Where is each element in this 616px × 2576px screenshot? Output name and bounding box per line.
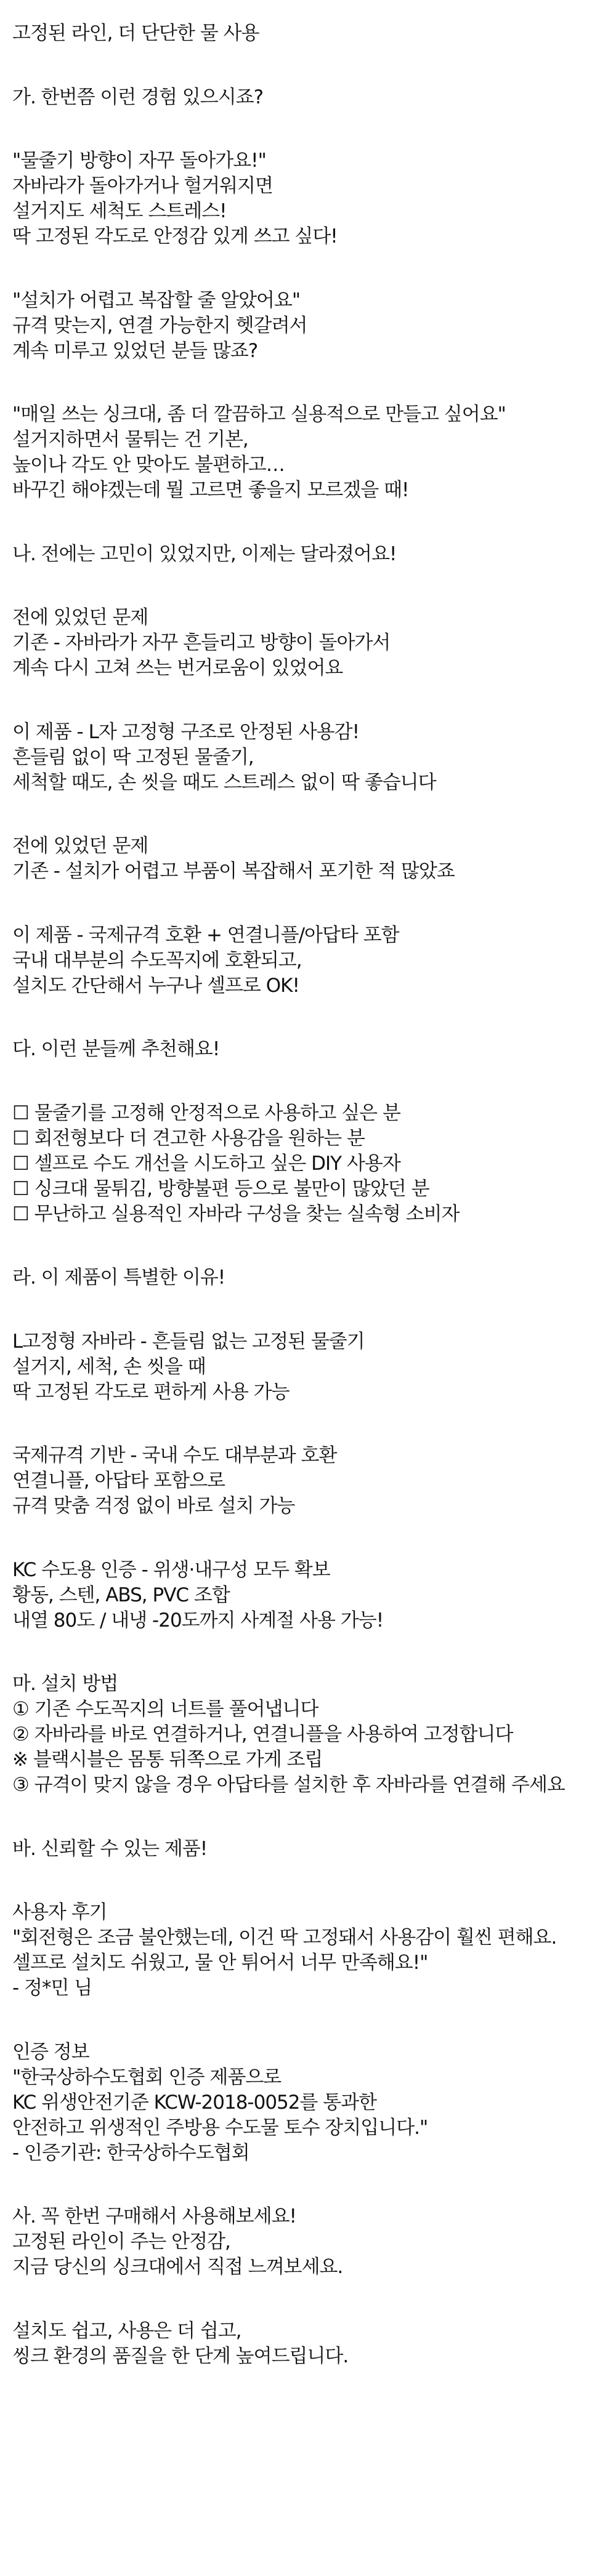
text-line: - 정*민 님: [12, 1977, 92, 1999]
feature-l-type-block: [12, 1329, 604, 1405]
text-line: 설치도 쉽고, 사용은 더 쉽고,: [12, 2319, 241, 2342]
text-line: KC 수도용 인증 - 위생·내구성 모두 확보: [12, 1558, 330, 1581]
text-line: 높이나 각도 안 맞아도 불편하고…: [12, 454, 285, 476]
text-line: ☐ 물줄기를 고정해 안정적으로 사용하고 싶은 분: [12, 1101, 400, 1124]
text-line: 딱 고정된 각도로 안정감 있게 쓰고 싶다!: [12, 225, 338, 248]
certification-block: [12, 2040, 604, 2166]
text-line: ☐ 회전형보다 더 견고한 사용감을 원하는 분: [12, 1127, 365, 1149]
section-na-heading: [12, 542, 604, 567]
text-line: ② 자바라를 바로 연결하거나, 연결니플을 사용하여 고정합니다: [12, 1723, 513, 1745]
text-line: ☐ 무난하고 실용적인 자바라 구성을 찾는 실속형 소비자: [12, 1202, 460, 1225]
text-line: ☐ 싱크대 물튀김, 방향불편 등으로 불만이 많았던 분: [12, 1177, 429, 1200]
text-line: 기존 - 자바라가 자꾸 흔들리고 방향이 돌아가서: [12, 632, 391, 654]
solution-1-block: [12, 720, 604, 795]
text-line: 내열 80도 / 내냉 -20도까지 사계절 사용 가능!: [12, 1609, 384, 1632]
text-line: "물줄기 방향이 자꾸 돌아가요!": [12, 150, 266, 172]
text-line: 고정된 라인이 주는 안정감,: [12, 2231, 230, 2253]
text-line: 이 제품 - 국제규격 호환 + 연결니플/아답타 포함: [12, 924, 399, 946]
experience-install-block: [12, 288, 604, 364]
text-line: 설치도 간단해서 누구나 셀프로 OK!: [12, 974, 299, 997]
text-line: 고정된 라인, 더 단단한 물 사용: [12, 22, 259, 44]
before-problem-2-block: [12, 834, 604, 884]
solution-2-block: [12, 923, 604, 999]
text-line: - 인증기관: 한국상하수도협회: [12, 2141, 249, 2164]
text-line: "회전형은 조금 불안했는데, 이건 딱 고정돼서 사용감이 훨씬 편해요.: [12, 1926, 557, 1949]
text-line: 설거지하면서 물튀는 건 기본,: [12, 429, 248, 451]
user-review-block: [12, 1900, 604, 2001]
section-ra-heading: [12, 1265, 604, 1290]
text-line: 인증 정보: [12, 2040, 89, 2063]
install-method-block: [12, 1672, 604, 1798]
feature-standard-block: [12, 1443, 604, 1519]
text-line: 자바라가 돌아가거나 헐거워지면: [12, 175, 273, 197]
text-line: 황동, 스텐, ABS, PVC 조합: [12, 1584, 230, 1606]
text-line: 규격 맞춤 걱정 없이 바로 설치 가능: [12, 1495, 295, 1517]
text-line: ※ 블랙시블은 몸통 뒤쪽으로 가게 조립: [12, 1749, 323, 1771]
feature-kc-block: [12, 1558, 604, 1633]
text-line: KC 위생안전기준 KCW-2018-0052를 통과한: [12, 2091, 377, 2114]
text-line: 마. 설치 방법: [12, 1673, 118, 1695]
title-block: [12, 21, 604, 46]
text-line: 국제규격 기반 - 국내 수도 대부분과 호환: [12, 1444, 337, 1467]
text-line: "매일 쓰는 싱크대, 좀 더 깔끔하고 실용적으로 만들고 싶어요": [12, 403, 506, 425]
section-ba-heading: [12, 1837, 604, 1862]
text-line: "한국상하수도협회 인증 제품으로: [12, 2066, 282, 2088]
text-line: 흔들림 없이 딱 고정된 물줄기,: [12, 746, 254, 768]
text-line: 설거지, 세척, 손 씻을 때: [12, 1355, 206, 1378]
recommend-checklist-block: [12, 1101, 604, 1227]
text-line: 전에 있었던 문제: [12, 606, 148, 629]
text-line: 씽크 환경의 품질을 한 단계 높여드립니다.: [12, 2345, 349, 2367]
text-line: 나. 전에는 고민이 있었지만, 이제는 달라졌어요!: [12, 542, 397, 565]
text-line: "설치가 어렵고 복잡할 줄 알았어요": [12, 289, 301, 312]
text-line: 지금 당신의 싱크대에서 직접 느껴보세요.: [12, 2256, 343, 2278]
text-line: 안전하고 위생적인 주방용 수도물 토수 장치입니다.": [12, 2116, 428, 2139]
text-line: ③ 규격이 맞지 않을 경우 아답타를 설치한 후 자바라를 연결해 주세요: [12, 1774, 565, 1796]
text-line: ① 기존 수도꼭지의 너트를 풀어냅니다: [12, 1698, 318, 1720]
text-line: 라. 이 제품이 특별한 이유!: [12, 1266, 225, 1289]
text-line: 계속 다시 고쳐 쓰는 번거로움이 있었어요: [12, 657, 343, 679]
section-ga-heading: [12, 85, 604, 110]
text-line: 규격 맞는지, 연결 가능한지 헷갈려서: [12, 314, 307, 337]
experience-sink-block: [12, 402, 604, 503]
text-line: 딱 고정된 각도로 편하게 사용 가능: [12, 1380, 290, 1403]
text-line: 국내 대부분의 수도꼭지에 호환되고,: [12, 949, 302, 972]
text-line: 가. 한번쯤 이런 경험 있으시죠?: [12, 86, 264, 108]
text-line: 바. 신뢰할 수 있는 제품!: [12, 1837, 208, 1860]
text-line: 셀프로 설치도 쉬웠고, 물 안 튀어서 너무 만족해요!": [12, 1952, 428, 1974]
text-line: 사용자 후기: [12, 1901, 107, 1923]
text-line: L고정형 자바라 - 흔들림 없는 고정된 물줄기: [12, 1330, 365, 1353]
closing-block: [12, 2319, 604, 2369]
section-sa-block: [12, 2204, 604, 2280]
text-line: 다. 이런 분들께 추천해요!: [12, 1038, 220, 1060]
text-line: ☐ 셀프로 수도 개선을 시도하고 싶은 DIY 사용자: [12, 1152, 400, 1175]
text-line: 이 제품 - L자 고정형 구조로 안정된 사용감!: [12, 720, 359, 743]
before-problem-1-block: [12, 605, 604, 681]
text-line: 연결니플, 아답타 포함으로: [12, 1470, 225, 1492]
section-da-heading: [12, 1037, 604, 1062]
text-line: 바꾸긴 해야겠는데 뭘 고르면 좋을지 모르겠을 때!: [12, 479, 409, 501]
text-line: 세척할 때도, 손 씻을 때도 스트레스 없이 딱 좋습니다: [12, 771, 436, 794]
text-line: 설거지도 세척도 스트레스!: [12, 200, 227, 222]
experience-direction-block: [12, 148, 604, 249]
text-line: 계속 미루고 있었던 분들 많죠?: [12, 339, 258, 362]
text-line: 기존 - 설치가 어렵고 부품이 복잡해서 포기한 적 많았죠: [12, 860, 455, 882]
text-line: 전에 있었던 문제: [12, 835, 148, 857]
text-line: 사. 꼭 한번 구매해서 사용해보세요!: [12, 2205, 296, 2228]
